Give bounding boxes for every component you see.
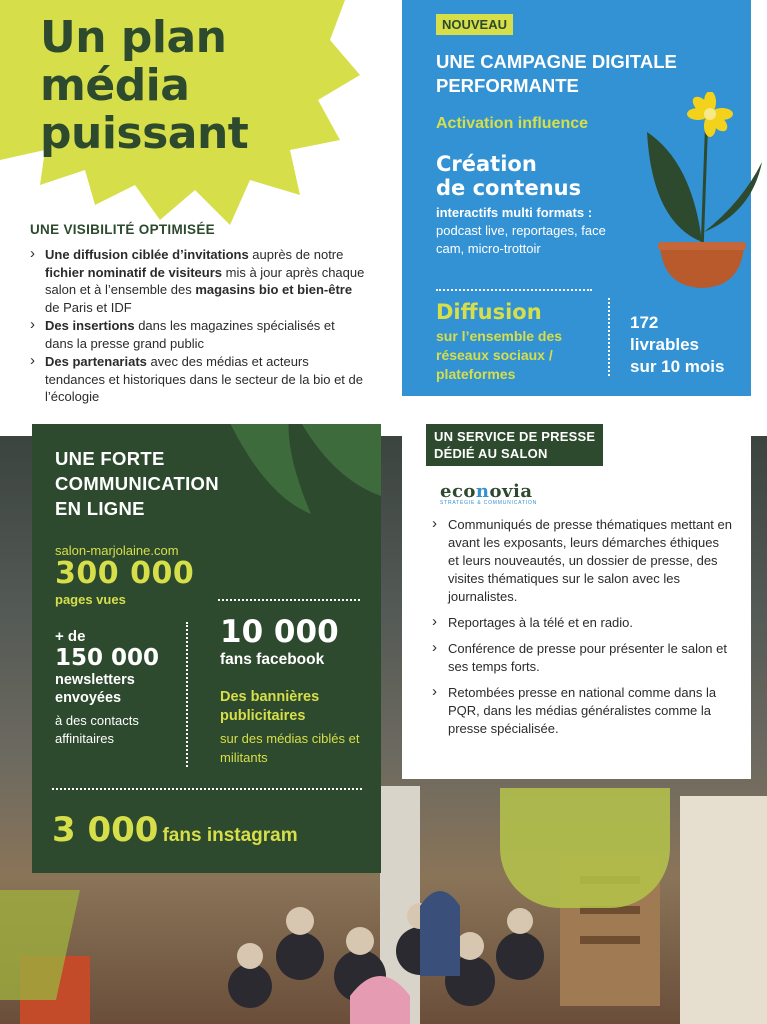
list-item: › Des partenariats avec des médias et acteurs tendances et historiques dans le secteur de la bio et de l’écologie (30, 353, 365, 406)
website-link[interactable]: salon-marjolaine.com (55, 543, 179, 558)
econovia-logo: econovia STRATÉGIE & COMMUNICATION (440, 481, 538, 506)
visibility-list (30, 246, 365, 407)
pages-count: 300 000 (55, 556, 195, 591)
newsletter-count: 150 000 (55, 645, 160, 671)
visibility-heading: UNE VISIBILITÉ OPTIMISÉE (30, 222, 215, 237)
list-item: › Des insertions dans les magazines spécialisés et dans la presse grand public (30, 317, 365, 352)
list-item: › Retombées presse en national comme dans la PQR, dans les médias généralistes comme la presse spécialisée. (432, 684, 732, 738)
creation-heading: Création de contenus (436, 152, 582, 200)
divider (608, 298, 610, 376)
press-list (432, 516, 732, 746)
list-item: › Une diffusion ciblée d’invitations auprès de notre fichier nominatif de visiteurs mis à jour après chaque salon et à l’ensemble des magasins bio et bien-être de Paris et IDF (30, 246, 365, 316)
new-badge: NOUVEAU (436, 14, 513, 35)
newsletter-label: newsletters envoyées (55, 672, 135, 706)
creation-text: interactifs multi formats : podcast live, reportages, face cam, micro-trottoir (436, 205, 606, 256)
list-item: › Reportages à la télé et en radio. (432, 614, 732, 632)
campaign-title: UNE CAMPAGNE DIGITALE PERFORMANTE (436, 51, 677, 96)
facebook-label: fans facebook (220, 651, 325, 668)
divider (186, 622, 188, 767)
leaf-icon (221, 424, 381, 514)
activation-label: Activation influence (436, 115, 589, 132)
divider (436, 289, 592, 291)
banners-text: sur des médias ciblés et militants (220, 731, 360, 765)
instagram-stat: 3 000 fans instagram (52, 810, 298, 850)
pages-label: pages vues (55, 592, 126, 607)
banners-heading: Des bannières publicitaires (220, 689, 320, 724)
diffusion-heading: Diffusion (436, 300, 542, 324)
diffusion-text: sur l’ensemble des réseaux sociaux / plateformes (436, 328, 563, 382)
flower-pot-icon (642, 92, 762, 292)
stand-sign (500, 788, 670, 908)
divider (218, 599, 360, 601)
plus-label: + de (55, 628, 86, 645)
press-heading: UN SERVICE DE PRESSE DÉDIÉ AU SALON (426, 424, 603, 466)
list-item: › Communiqués de presse thématiques mettant en avant les exposants, leurs démarches éthiques et leurs nouveautés, un dossier de presse, des visites thématiques sur le salon avec les journalistes. (432, 516, 732, 606)
list-item: › Conférence de presse pour présenter le salon et ses temps forts. (432, 640, 732, 676)
divider (52, 788, 362, 790)
facebook-count: 10 000 (220, 614, 339, 650)
livrables-stat: 172 livrables sur 10 mois (630, 313, 725, 376)
contacts-text: à des contacts affinitaires (55, 713, 139, 746)
online-heading: UNE FORTE COMMUNICATION EN LIGNE (55, 448, 219, 519)
page-title: Un plan média puissant (40, 12, 249, 159)
